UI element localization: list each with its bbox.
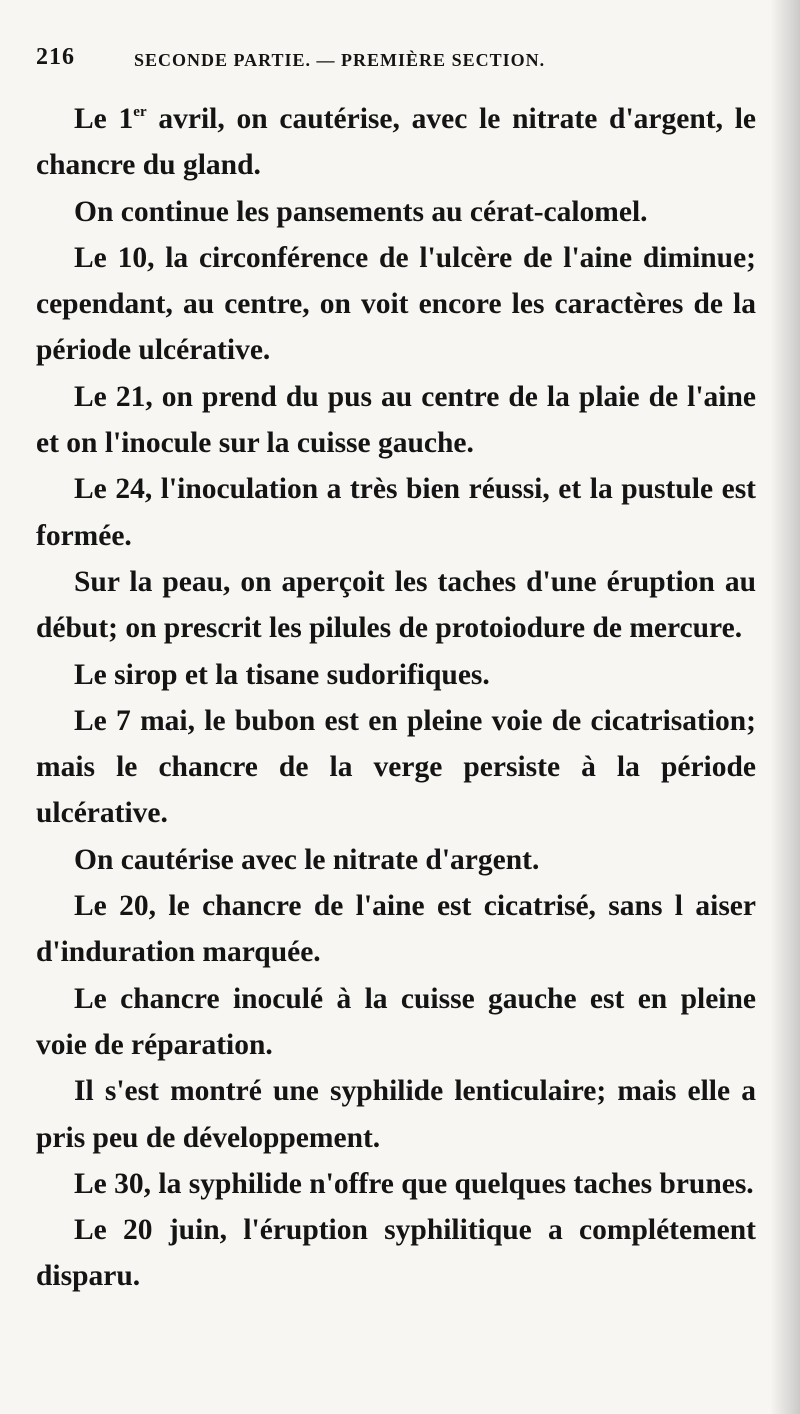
paragraph-3: Le 10, la circonférence de l'ulcère de l'aine diminue; cependant, au centre, on voit encore les caractères de la période ulcérative. (36, 241, 756, 367)
paragraph-11: Le chancre inoculé à la cuisse gauche est en pleine voie de réparation. (36, 982, 756, 1061)
paragraph-9: On cautérise avec le nitrate d'argent. (74, 843, 540, 876)
page-header (36, 44, 756, 78)
paragraph-7: Le sirop et la tisane sudorifiques. (74, 658, 490, 691)
paragraph-8: Le 7 mai, le bubon est en pleine voie de cicatrisation; mais le chancre de la verge persiste à la période ulcérative. (36, 704, 756, 830)
paragraph-14: Le 20 juin, l'éruption syphilitique a complétement disparu. (36, 1214, 756, 1293)
superscript: er (133, 104, 147, 120)
paragraph-1 (36, 96, 756, 189)
paragraph-10: Le 20, le chancre de l'aine est cicatrisé, sans l aiser d'induration marquée. (36, 890, 756, 969)
page-number: 216 (36, 44, 75, 70)
paragraph-text: Le 1 (74, 103, 134, 135)
paragraph-text: avril, on cautérise, avec le nitrate d'argent, le chancre du gland. (36, 103, 756, 182)
paragraph-4: Le 21, on prend du pus au centre de la plaie de l'aine et on l'inocule sur la cuisse gauche. (36, 380, 756, 460)
paragraph-12: Il s'est montré une syphilide lenticulaire; mais elle a pris peu de développement. (36, 1075, 756, 1154)
running-head: SECONDE PARTIE. — PREMIÈRE SECTION. (134, 50, 546, 70)
paragraph-6: Sur la peau, on aperçoit les taches d'une éruption au début; on prescrit les pilules de protoiodure de mercure. (36, 565, 756, 645)
paragraph-13: Le 30, la syphilide n'offre que quelques taches brunes. (74, 1167, 754, 1200)
paragraph-2: On continue les pansements au cérat-calomel. (74, 195, 648, 228)
paragraph-5: Le 24, l'inoculation a très bien réussi, et la pustule est formée. (36, 473, 756, 552)
page-edge-shadow (770, 0, 800, 1414)
body-text (36, 96, 756, 1300)
